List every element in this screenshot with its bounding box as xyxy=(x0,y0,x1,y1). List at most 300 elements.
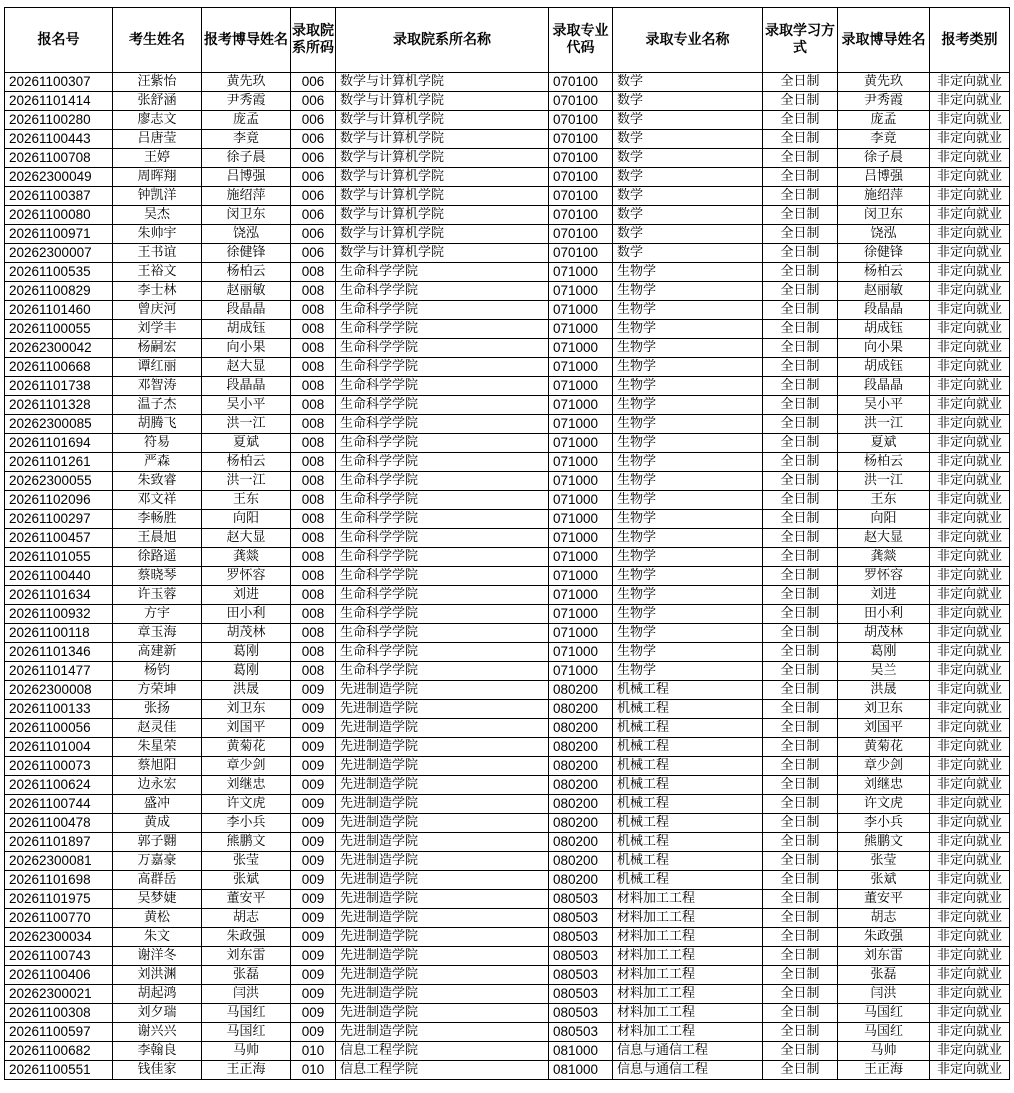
cell-registration-number: 20261101897 xyxy=(5,833,113,852)
cell-registration-number: 20262300055 xyxy=(5,472,113,491)
cell-study-mode: 全日制 xyxy=(763,453,838,472)
cell-major-code: 071000 xyxy=(549,548,613,567)
cell-admitted-supervisor: 王东 xyxy=(838,491,930,510)
cell-major-name: 材料加工工程 xyxy=(613,928,763,947)
cell-department-name: 信息工程学院 xyxy=(336,1061,549,1080)
cell-application-type: 非定向就业 xyxy=(930,548,1010,567)
cell-department-name: 先进制造学院 xyxy=(336,928,549,947)
table-row xyxy=(5,947,1010,966)
cell-major-name: 生物学 xyxy=(613,586,763,605)
cell-admitted-supervisor: 王正海 xyxy=(838,1061,930,1080)
cell-admitted-supervisor: 洪一江 xyxy=(838,472,930,491)
table-row xyxy=(5,320,1010,339)
cell-major-name: 机械工程 xyxy=(613,852,763,871)
cell-major-name: 生物学 xyxy=(613,510,763,529)
cell-application-type: 非定向就业 xyxy=(930,339,1010,358)
table-row xyxy=(5,738,1010,757)
header-major-code: 录取专业代码 xyxy=(549,8,613,73)
cell-registration-number: 20261100743 xyxy=(5,947,113,966)
cell-study-mode: 全日制 xyxy=(763,624,838,643)
cell-registration-number: 20262300008 xyxy=(5,681,113,700)
cell-department-name: 先进制造学院 xyxy=(336,681,549,700)
cell-department-name: 生命科学学院 xyxy=(336,510,549,529)
cell-registration-number: 20261100551 xyxy=(5,1061,113,1080)
cell-admitted-supervisor: 向小果 xyxy=(838,339,930,358)
cell-applied-supervisor: 刘卫东 xyxy=(202,700,291,719)
cell-candidate-name: 李翰良 xyxy=(113,1042,202,1061)
cell-study-mode: 全日制 xyxy=(763,434,838,453)
table-row xyxy=(5,187,1010,206)
cell-registration-number: 20262300049 xyxy=(5,168,113,187)
cell-candidate-name: 温子杰 xyxy=(113,396,202,415)
cell-admitted-supervisor: 吴兰 xyxy=(838,662,930,681)
cell-registration-number: 20261100406 xyxy=(5,966,113,985)
cell-major-name: 材料加工工程 xyxy=(613,985,763,1004)
cell-department-name: 先进制造学院 xyxy=(336,890,549,909)
cell-department-name: 先进制造学院 xyxy=(336,757,549,776)
cell-study-mode: 全日制 xyxy=(763,871,838,890)
cell-application-type: 非定向就业 xyxy=(930,966,1010,985)
cell-major-code: 070100 xyxy=(549,92,613,111)
table-row xyxy=(5,149,1010,168)
cell-registration-number: 20261100387 xyxy=(5,187,113,206)
cell-department-name: 先进制造学院 xyxy=(336,795,549,814)
cell-department-code: 009 xyxy=(291,890,336,909)
cell-applied-supervisor: 张斌 xyxy=(202,871,291,890)
cell-major-code: 080200 xyxy=(549,681,613,700)
cell-applied-supervisor: 施绍萍 xyxy=(202,187,291,206)
cell-admitted-supervisor: 胡成钰 xyxy=(838,320,930,339)
cell-major-name: 生物学 xyxy=(613,624,763,643)
table-row xyxy=(5,1042,1010,1061)
cell-major-name: 生物学 xyxy=(613,491,763,510)
cell-applied-supervisor: 闫洪 xyxy=(202,985,291,1004)
cell-study-mode: 全日制 xyxy=(763,396,838,415)
table-row xyxy=(5,966,1010,985)
cell-candidate-name: 盛冲 xyxy=(113,795,202,814)
cell-applied-supervisor: 胡志 xyxy=(202,909,291,928)
cell-candidate-name: 严森 xyxy=(113,453,202,472)
cell-major-code: 070100 xyxy=(549,244,613,263)
cell-department-name: 先进制造学院 xyxy=(336,776,549,795)
cell-major-name: 生物学 xyxy=(613,453,763,472)
cell-applied-supervisor: 胡茂林 xyxy=(202,624,291,643)
cell-study-mode: 全日制 xyxy=(763,795,838,814)
cell-major-code: 071000 xyxy=(549,453,613,472)
cell-department-code: 008 xyxy=(291,529,336,548)
cell-admitted-supervisor: 章少剑 xyxy=(838,757,930,776)
table-row xyxy=(5,548,1010,567)
cell-admitted-supervisor: 马帅 xyxy=(838,1042,930,1061)
cell-major-code: 080200 xyxy=(549,852,613,871)
cell-application-type: 非定向就业 xyxy=(930,149,1010,168)
cell-applied-supervisor: 罗怀容 xyxy=(202,567,291,586)
cell-admitted-supervisor: 胡志 xyxy=(838,909,930,928)
cell-study-mode: 全日制 xyxy=(763,339,838,358)
cell-department-name: 生命科学学院 xyxy=(336,320,549,339)
cell-admitted-supervisor: 董安平 xyxy=(838,890,930,909)
cell-study-mode: 全日制 xyxy=(763,320,838,339)
cell-admitted-supervisor: 李竟 xyxy=(838,130,930,149)
cell-major-code: 080503 xyxy=(549,928,613,947)
cell-applied-supervisor: 熊鹏文 xyxy=(202,833,291,852)
cell-department-code: 009 xyxy=(291,1023,336,1042)
cell-admitted-supervisor: 杨柏云 xyxy=(838,263,930,282)
cell-major-code: 071000 xyxy=(549,301,613,320)
cell-department-code: 009 xyxy=(291,1004,336,1023)
cell-study-mode: 全日制 xyxy=(763,301,838,320)
cell-department-code: 009 xyxy=(291,985,336,1004)
cell-department-name: 先进制造学院 xyxy=(336,1004,549,1023)
cell-application-type: 非定向就业 xyxy=(930,662,1010,681)
cell-department-name: 生命科学学院 xyxy=(336,491,549,510)
cell-applied-supervisor: 葛刚 xyxy=(202,662,291,681)
cell-major-name: 生物学 xyxy=(613,567,763,586)
cell-study-mode: 全日制 xyxy=(763,852,838,871)
cell-study-mode: 全日制 xyxy=(763,1004,838,1023)
cell-registration-number: 20261100308 xyxy=(5,1004,113,1023)
table-row xyxy=(5,130,1010,149)
cell-major-code: 081000 xyxy=(549,1061,613,1080)
cell-study-mode: 全日制 xyxy=(763,814,838,833)
table-row xyxy=(5,700,1010,719)
cell-registration-number: 20261100280 xyxy=(5,111,113,130)
cell-major-name: 生物学 xyxy=(613,263,763,282)
cell-department-code: 008 xyxy=(291,377,336,396)
cell-registration-number: 20262300007 xyxy=(5,244,113,263)
cell-candidate-name: 王婷 xyxy=(113,149,202,168)
cell-major-name: 机械工程 xyxy=(613,776,763,795)
cell-application-type: 非定向就业 xyxy=(930,890,1010,909)
cell-application-type: 非定向就业 xyxy=(930,168,1010,187)
cell-study-mode: 全日制 xyxy=(763,985,838,1004)
cell-application-type: 非定向就业 xyxy=(930,586,1010,605)
table-row xyxy=(5,1023,1010,1042)
cell-applied-supervisor: 刘继忠 xyxy=(202,776,291,795)
cell-major-name: 信息与通信工程 xyxy=(613,1061,763,1080)
cell-major-code: 071000 xyxy=(549,491,613,510)
table-row xyxy=(5,757,1010,776)
cell-registration-number: 20261100624 xyxy=(5,776,113,795)
cell-registration-number: 20261101460 xyxy=(5,301,113,320)
cell-department-code: 008 xyxy=(291,548,336,567)
cell-department-name: 生命科学学院 xyxy=(336,339,549,358)
cell-registration-number: 20262300081 xyxy=(5,852,113,871)
cell-admitted-supervisor: 徐健锋 xyxy=(838,244,930,263)
cell-study-mode: 全日制 xyxy=(763,92,838,111)
cell-major-code: 070100 xyxy=(549,187,613,206)
cell-applied-supervisor: 刘进 xyxy=(202,586,291,605)
cell-registration-number: 20261101328 xyxy=(5,396,113,415)
cell-registration-number: 20261100055 xyxy=(5,320,113,339)
cell-major-code: 080503 xyxy=(549,985,613,1004)
cell-candidate-name: 李士林 xyxy=(113,282,202,301)
cell-candidate-name: 廖志文 xyxy=(113,111,202,130)
cell-admitted-supervisor: 李小兵 xyxy=(838,814,930,833)
cell-department-name: 生命科学学院 xyxy=(336,472,549,491)
table-row xyxy=(5,434,1010,453)
cell-study-mode: 全日制 xyxy=(763,263,838,282)
cell-admitted-supervisor: 刘东雷 xyxy=(838,947,930,966)
cell-major-name: 机械工程 xyxy=(613,871,763,890)
cell-major-code: 070100 xyxy=(549,149,613,168)
cell-applied-supervisor: 章少剑 xyxy=(202,757,291,776)
cell-department-code: 009 xyxy=(291,757,336,776)
cell-admitted-supervisor: 夏斌 xyxy=(838,434,930,453)
cell-major-code: 080200 xyxy=(549,757,613,776)
cell-department-name: 数学与计算机学院 xyxy=(336,92,549,111)
cell-application-type: 非定向就业 xyxy=(930,377,1010,396)
cell-major-code: 070100 xyxy=(549,225,613,244)
cell-registration-number: 20261100118 xyxy=(5,624,113,643)
cell-department-code: 006 xyxy=(291,206,336,225)
cell-candidate-name: 李畅胜 xyxy=(113,510,202,529)
cell-application-type: 非定向就业 xyxy=(930,795,1010,814)
cell-admitted-supervisor: 许文虎 xyxy=(838,795,930,814)
cell-registration-number: 20262300034 xyxy=(5,928,113,947)
cell-major-code: 080200 xyxy=(549,814,613,833)
cell-application-type: 非定向就业 xyxy=(930,1042,1010,1061)
cell-department-code: 008 xyxy=(291,491,336,510)
cell-application-type: 非定向就业 xyxy=(930,1004,1010,1023)
cell-study-mode: 全日制 xyxy=(763,928,838,947)
cell-major-code: 080200 xyxy=(549,776,613,795)
cell-department-name: 先进制造学院 xyxy=(336,871,549,890)
header-applied-supervisor: 报考博导姓名 xyxy=(202,8,291,73)
cell-candidate-name: 蔡旭阳 xyxy=(113,757,202,776)
cell-admitted-supervisor: 段晶晶 xyxy=(838,301,930,320)
cell-major-name: 机械工程 xyxy=(613,700,763,719)
cell-major-name: 信息与通信工程 xyxy=(613,1042,763,1061)
cell-department-name: 生命科学学院 xyxy=(336,624,549,643)
cell-study-mode: 全日制 xyxy=(763,491,838,510)
cell-major-code: 071000 xyxy=(549,415,613,434)
cell-department-code: 009 xyxy=(291,852,336,871)
cell-candidate-name: 朱致睿 xyxy=(113,472,202,491)
table-row xyxy=(5,662,1010,681)
cell-application-type: 非定向就业 xyxy=(930,301,1010,320)
cell-application-type: 非定向就业 xyxy=(930,206,1010,225)
table-row xyxy=(5,282,1010,301)
cell-department-name: 生命科学学院 xyxy=(336,396,549,415)
cell-study-mode: 全日制 xyxy=(763,358,838,377)
cell-applied-supervisor: 朱政强 xyxy=(202,928,291,947)
cell-application-type: 非定向就业 xyxy=(930,529,1010,548)
cell-department-code: 008 xyxy=(291,434,336,453)
header-application-type: 报考类别 xyxy=(930,8,1010,73)
cell-candidate-name: 蔡晓琴 xyxy=(113,567,202,586)
cell-major-code: 081000 xyxy=(549,1042,613,1061)
cell-candidate-name: 吕唐莹 xyxy=(113,130,202,149)
cell-application-type: 非定向就业 xyxy=(930,833,1010,852)
cell-candidate-name: 郭子翾 xyxy=(113,833,202,852)
cell-admitted-supervisor: 施绍萍 xyxy=(838,187,930,206)
cell-department-name: 先进制造学院 xyxy=(336,966,549,985)
cell-registration-number: 20261101738 xyxy=(5,377,113,396)
cell-major-code: 071000 xyxy=(549,605,613,624)
cell-major-name: 机械工程 xyxy=(613,738,763,757)
cell-registration-number: 20261100682 xyxy=(5,1042,113,1061)
cell-department-name: 生命科学学院 xyxy=(336,301,549,320)
cell-applied-supervisor: 葛刚 xyxy=(202,643,291,662)
cell-applied-supervisor: 夏斌 xyxy=(202,434,291,453)
cell-department-name: 生命科学学院 xyxy=(336,377,549,396)
cell-admitted-supervisor: 刘卫东 xyxy=(838,700,930,719)
cell-major-code: 071000 xyxy=(549,643,613,662)
cell-major-name: 材料加工工程 xyxy=(613,1004,763,1023)
cell-department-code: 008 xyxy=(291,567,336,586)
cell-registration-number: 20261100133 xyxy=(5,700,113,719)
table-row xyxy=(5,472,1010,491)
cell-department-code: 008 xyxy=(291,662,336,681)
table-row xyxy=(5,491,1010,510)
cell-admitted-supervisor: 胡茂林 xyxy=(838,624,930,643)
admission-table xyxy=(4,7,1010,1080)
cell-study-mode: 全日制 xyxy=(763,472,838,491)
cell-major-name: 材料加工工程 xyxy=(613,966,763,985)
cell-application-type: 非定向就业 xyxy=(930,73,1010,92)
cell-application-type: 非定向就业 xyxy=(930,757,1010,776)
cell-admitted-supervisor: 庞孟 xyxy=(838,111,930,130)
cell-department-name: 先进制造学院 xyxy=(336,814,549,833)
cell-candidate-name: 朱帅宇 xyxy=(113,225,202,244)
cell-major-code: 080503 xyxy=(549,1004,613,1023)
cell-admitted-supervisor: 葛刚 xyxy=(838,643,930,662)
cell-major-code: 070100 xyxy=(549,73,613,92)
cell-study-mode: 全日制 xyxy=(763,415,838,434)
cell-major-name: 数学 xyxy=(613,244,763,263)
cell-department-code: 008 xyxy=(291,453,336,472)
cell-study-mode: 全日制 xyxy=(763,1061,838,1080)
cell-candidate-name: 张舒涵 xyxy=(113,92,202,111)
cell-department-name: 生命科学学院 xyxy=(336,643,549,662)
cell-department-code: 008 xyxy=(291,605,336,624)
cell-registration-number: 20261101477 xyxy=(5,662,113,681)
cell-candidate-name: 朱文 xyxy=(113,928,202,947)
cell-applied-supervisor: 马国红 xyxy=(202,1023,291,1042)
cell-department-code: 008 xyxy=(291,415,336,434)
cell-application-type: 非定向就业 xyxy=(930,909,1010,928)
cell-applied-supervisor: 许文虎 xyxy=(202,795,291,814)
cell-admitted-supervisor: 胡成钰 xyxy=(838,358,930,377)
cell-department-code: 009 xyxy=(291,966,336,985)
header-registration-number: 报名号 xyxy=(5,8,113,73)
cell-application-type: 非定向就业 xyxy=(930,605,1010,624)
cell-department-name: 数学与计算机学院 xyxy=(336,149,549,168)
cell-admitted-supervisor: 洪晟 xyxy=(838,681,930,700)
cell-registration-number: 20261101694 xyxy=(5,434,113,453)
cell-admitted-supervisor: 张斌 xyxy=(838,871,930,890)
cell-study-mode: 全日制 xyxy=(763,700,838,719)
cell-department-name: 生命科学学院 xyxy=(336,415,549,434)
table-row xyxy=(5,909,1010,928)
cell-study-mode: 全日制 xyxy=(763,149,838,168)
cell-admitted-supervisor: 尹秀霞 xyxy=(838,92,930,111)
cell-application-type: 非定向就业 xyxy=(930,453,1010,472)
cell-candidate-name: 王裕文 xyxy=(113,263,202,282)
cell-study-mode: 全日制 xyxy=(763,586,838,605)
cell-application-type: 非定向就业 xyxy=(930,187,1010,206)
cell-candidate-name: 谭红丽 xyxy=(113,358,202,377)
cell-department-code: 006 xyxy=(291,187,336,206)
cell-applied-supervisor: 张莹 xyxy=(202,852,291,871)
cell-department-code: 009 xyxy=(291,738,336,757)
cell-candidate-name: 黄松 xyxy=(113,909,202,928)
cell-applied-supervisor: 洪晟 xyxy=(202,681,291,700)
cell-admitted-supervisor: 马国红 xyxy=(838,1023,930,1042)
cell-major-name: 机械工程 xyxy=(613,719,763,738)
cell-department-name: 生命科学学院 xyxy=(336,263,549,282)
cell-candidate-name: 吴梦婕 xyxy=(113,890,202,909)
table-row xyxy=(5,852,1010,871)
cell-admitted-supervisor: 洪一江 xyxy=(838,415,930,434)
cell-major-name: 机械工程 xyxy=(613,795,763,814)
cell-admitted-supervisor: 罗怀容 xyxy=(838,567,930,586)
cell-registration-number: 20261100708 xyxy=(5,149,113,168)
cell-applied-supervisor: 闵卫东 xyxy=(202,206,291,225)
cell-major-name: 生物学 xyxy=(613,434,763,453)
cell-study-mode: 全日制 xyxy=(763,187,838,206)
cell-applied-supervisor: 李小兵 xyxy=(202,814,291,833)
cell-applied-supervisor: 徐健锋 xyxy=(202,244,291,263)
cell-registration-number: 20261100597 xyxy=(5,1023,113,1042)
cell-admitted-supervisor: 徐子晨 xyxy=(838,149,930,168)
cell-application-type: 非定向就业 xyxy=(930,358,1010,377)
cell-department-name: 数学与计算机学院 xyxy=(336,225,549,244)
cell-applied-supervisor: 徐子晨 xyxy=(202,149,291,168)
table-row xyxy=(5,719,1010,738)
table-row xyxy=(5,643,1010,662)
cell-major-name: 材料加工工程 xyxy=(613,909,763,928)
cell-admitted-supervisor: 熊鹏文 xyxy=(838,833,930,852)
cell-registration-number: 20261101975 xyxy=(5,890,113,909)
cell-application-type: 非定向就业 xyxy=(930,415,1010,434)
cell-major-name: 机械工程 xyxy=(613,833,763,852)
cell-major-name: 生物学 xyxy=(613,472,763,491)
cell-application-type: 非定向就业 xyxy=(930,852,1010,871)
cell-registration-number: 20261101698 xyxy=(5,871,113,890)
cell-department-code: 009 xyxy=(291,833,336,852)
cell-candidate-name: 高建新 xyxy=(113,643,202,662)
cell-registration-number: 20261100478 xyxy=(5,814,113,833)
table-row xyxy=(5,415,1010,434)
cell-major-name: 生物学 xyxy=(613,396,763,415)
cell-application-type: 非定向就业 xyxy=(930,985,1010,1004)
table-row xyxy=(5,795,1010,814)
cell-study-mode: 全日制 xyxy=(763,510,838,529)
cell-admitted-supervisor: 饶泓 xyxy=(838,225,930,244)
table-row xyxy=(5,586,1010,605)
cell-admitted-supervisor: 刘国平 xyxy=(838,719,930,738)
cell-applied-supervisor: 刘国平 xyxy=(202,719,291,738)
cell-major-code: 071000 xyxy=(549,567,613,586)
cell-application-type: 非定向就业 xyxy=(930,282,1010,301)
cell-applied-supervisor: 黄菊花 xyxy=(202,738,291,757)
cell-candidate-name: 王书谊 xyxy=(113,244,202,263)
table-row xyxy=(5,567,1010,586)
table-row xyxy=(5,168,1010,187)
cell-department-name: 先进制造学院 xyxy=(336,947,549,966)
cell-department-name: 信息工程学院 xyxy=(336,1042,549,1061)
cell-admitted-supervisor: 朱政强 xyxy=(838,928,930,947)
cell-candidate-name: 刘洪渊 xyxy=(113,966,202,985)
cell-candidate-name: 吴杰 xyxy=(113,206,202,225)
cell-candidate-name: 谢兴兴 xyxy=(113,1023,202,1042)
cell-candidate-name: 胡起鸿 xyxy=(113,985,202,1004)
cell-major-name: 数学 xyxy=(613,225,763,244)
cell-department-code: 008 xyxy=(291,263,336,282)
cell-candidate-name: 钱佳家 xyxy=(113,1061,202,1080)
